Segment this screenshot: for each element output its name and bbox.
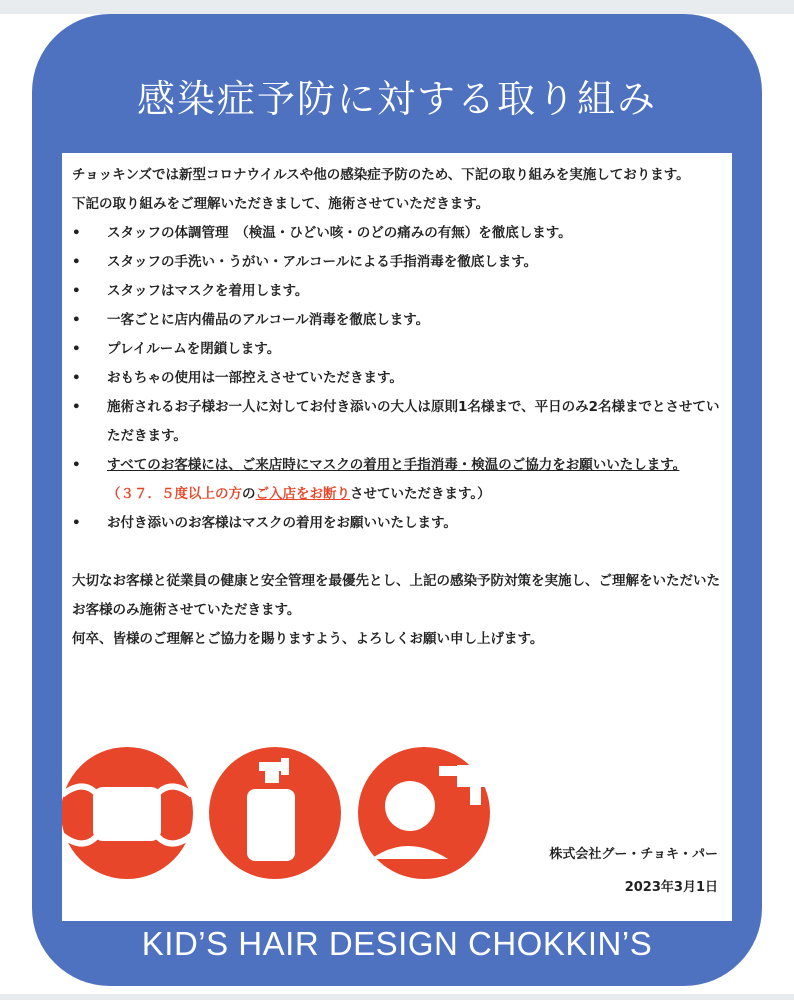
bullet: • bbox=[72, 283, 81, 299]
intro-paragraph: 下記の取り組みをご理解いただきまして、施術させていただきます。 bbox=[72, 196, 490, 212]
entry-refusal: ご入店をお断り bbox=[255, 486, 350, 502]
footer-brand: KID’S HAIR DESIGN CHOKKIN’S bbox=[141, 925, 653, 962]
mask-icon bbox=[62, 747, 193, 879]
closing-paragraph: 何卒、皆様のご理解とご協力を賜りますよう、よろしくお願い申し上げます。 bbox=[72, 631, 544, 647]
list-item-mask-request: • すべてのお客様には、ご来店時にマスクの着用と手指消毒・検温のご協力をお願いいたします。 （３７．５度以上の方のご入店をお断りさせていただきます。） bbox=[72, 451, 722, 509]
closing-paragraph: 大切なお客様と従業員の健康と安全管理を最優先とし、上記の感染予防対策を実施し、ご理解をいただいたお客様のみ施術させていただきます。 bbox=[72, 573, 720, 618]
bullet: • bbox=[72, 225, 81, 241]
list-item: • プレイルームを閉鎖します。 bbox=[72, 335, 722, 364]
temperature-limit: ３７．５度以上の方 bbox=[120, 486, 242, 502]
list-item: • 施術されるお子様お一人に対してお付き添いの大人は原則1名様まで、平日のみ2名様までとさせていただきます。 bbox=[72, 393, 722, 451]
intro-paragraph: チョッキンズでは新型コロナウイルスや他の感染症予防のため、下記の取り組みを実施しております。 bbox=[72, 167, 690, 183]
list-item: • 一客ごとに店内備品のアルコール消毒を徹底します。 bbox=[72, 306, 722, 335]
bullet: • bbox=[72, 457, 81, 473]
bullet: • bbox=[72, 399, 81, 415]
list-item: • おもちゃの使用は一部控えさせていただきます。 bbox=[72, 364, 722, 393]
poster-title: 感染症予防に対する取り組み bbox=[136, 77, 657, 121]
bullet: • bbox=[72, 515, 81, 531]
bullet: • bbox=[72, 312, 81, 328]
list-item: • スタッフの手洗い・うがい・アルコールによる手指消毒を徹底します。 bbox=[72, 248, 722, 277]
hand-sanitizer-icon bbox=[209, 747, 341, 879]
thermometer-check-icon bbox=[358, 747, 490, 879]
bullet: • bbox=[72, 370, 81, 386]
mask-request-text: すべてのお客様には、ご来店時にマスクの着用と手指消毒・検温のご協力をお願いいたします。 bbox=[107, 457, 680, 473]
list-item: • スタッフの体調管理 （検温・ひどい咳・のどの痛みの有無）を徹底します。 bbox=[72, 219, 722, 248]
bullet: • bbox=[72, 254, 81, 270]
list-item: • お付き添いのお客様はマスクの着用をお願いいたします。 bbox=[72, 509, 722, 538]
icon-row bbox=[62, 743, 502, 883]
notice-content bbox=[72, 161, 722, 654]
measures-list bbox=[72, 219, 722, 538]
list-item: • スタッフはマスクを着用します。 bbox=[72, 277, 722, 306]
notice-panel bbox=[62, 153, 732, 921]
company-name: 株式会社グー・チョキ・パー bbox=[549, 847, 718, 862]
bullet: • bbox=[72, 341, 81, 357]
notice-date: 2023年3月1日 bbox=[624, 880, 718, 895]
